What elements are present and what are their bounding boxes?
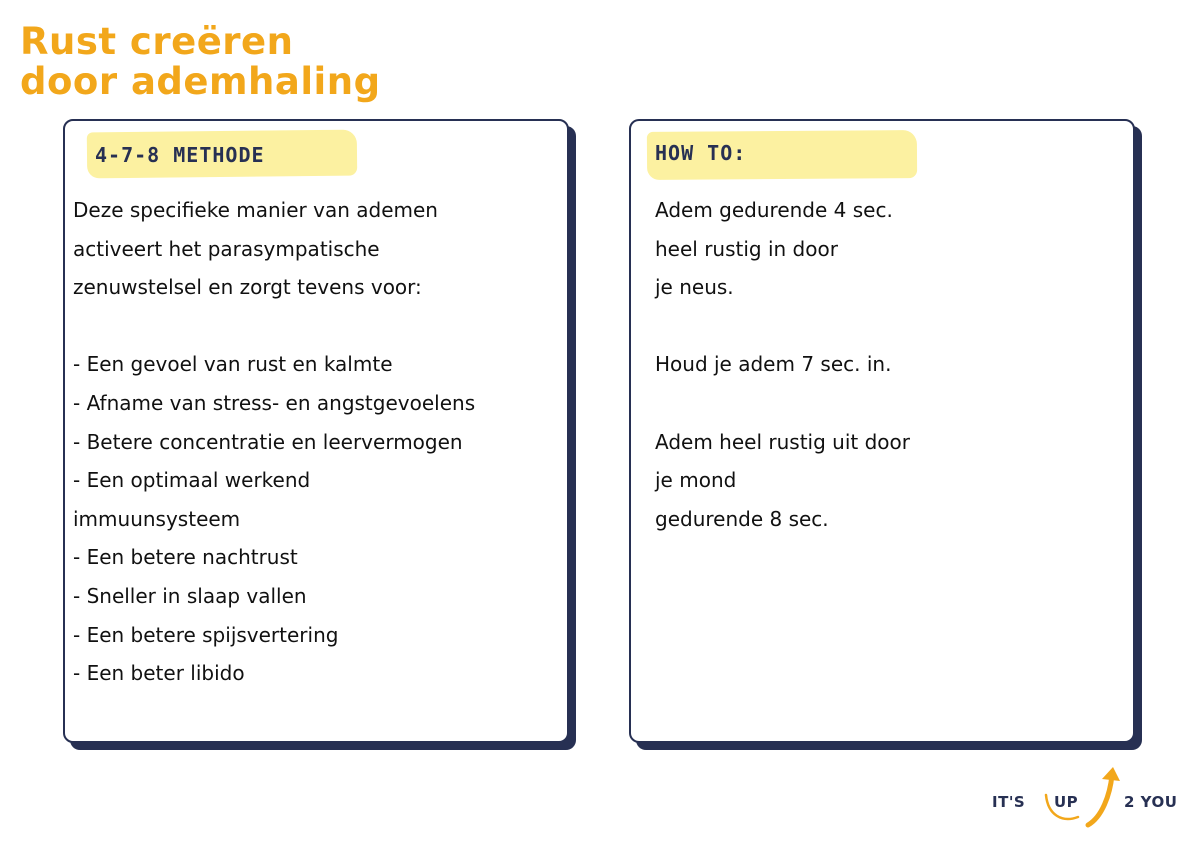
brand-logo (992, 765, 1182, 835)
right-line (655, 384, 910, 423)
right-line: heel rustig in door (655, 236, 838, 261)
left-list-item: - Een optimaal werkend (73, 468, 311, 493)
logo-text-2you: 2 YOU (1124, 793, 1178, 811)
page-title (20, 22, 381, 102)
left-list-item: immuunsysteem (73, 506, 241, 531)
left-list-item: - Een beter libido (73, 661, 245, 686)
right-line (655, 307, 910, 346)
left-list-item: - Afname van stress- en angstgevoelens (73, 390, 476, 415)
right-card-body (655, 191, 910, 538)
right-card-heading: HOW TO: (655, 141, 747, 165)
title-line-1: Rust creëren (20, 20, 294, 63)
left-list-item: - Sneller in slaap vallen (73, 583, 307, 608)
right-line: gedurende 8 sec. (655, 506, 829, 531)
left-list-item: - Betere concentratie en leervermogen (73, 429, 463, 454)
logo-text-its: IT'S (992, 793, 1026, 811)
left-card-heading: 4-7-8 METHODE (95, 143, 265, 167)
left-line (73, 307, 475, 346)
left-line: Deze specifieke manier van ademen (73, 198, 438, 222)
right-line: je neus. (655, 275, 734, 300)
left-line: activeert het parasympatische (73, 236, 380, 261)
right-line: Houd je adem 7 sec. in. (655, 352, 892, 377)
left-card-body (73, 191, 475, 693)
left-list-item: - Een betere spijsvertering (73, 622, 339, 647)
title-line-2: door ademhaling (20, 60, 381, 103)
left-line: zenuwstelsel en zorgt tevens voor: (73, 275, 422, 300)
left-card (63, 119, 569, 743)
right-line: Adem gedurende 4 sec. (655, 198, 893, 222)
left-list-item: - Een gevoel van rust en kalmte (73, 352, 393, 377)
right-card (629, 119, 1135, 743)
logo-text-up: UP (1054, 793, 1079, 811)
left-list-item: - Een betere nachtrust (73, 545, 298, 570)
right-line: Adem heel rustig uit door (655, 429, 910, 454)
right-line: je mond (655, 468, 737, 493)
